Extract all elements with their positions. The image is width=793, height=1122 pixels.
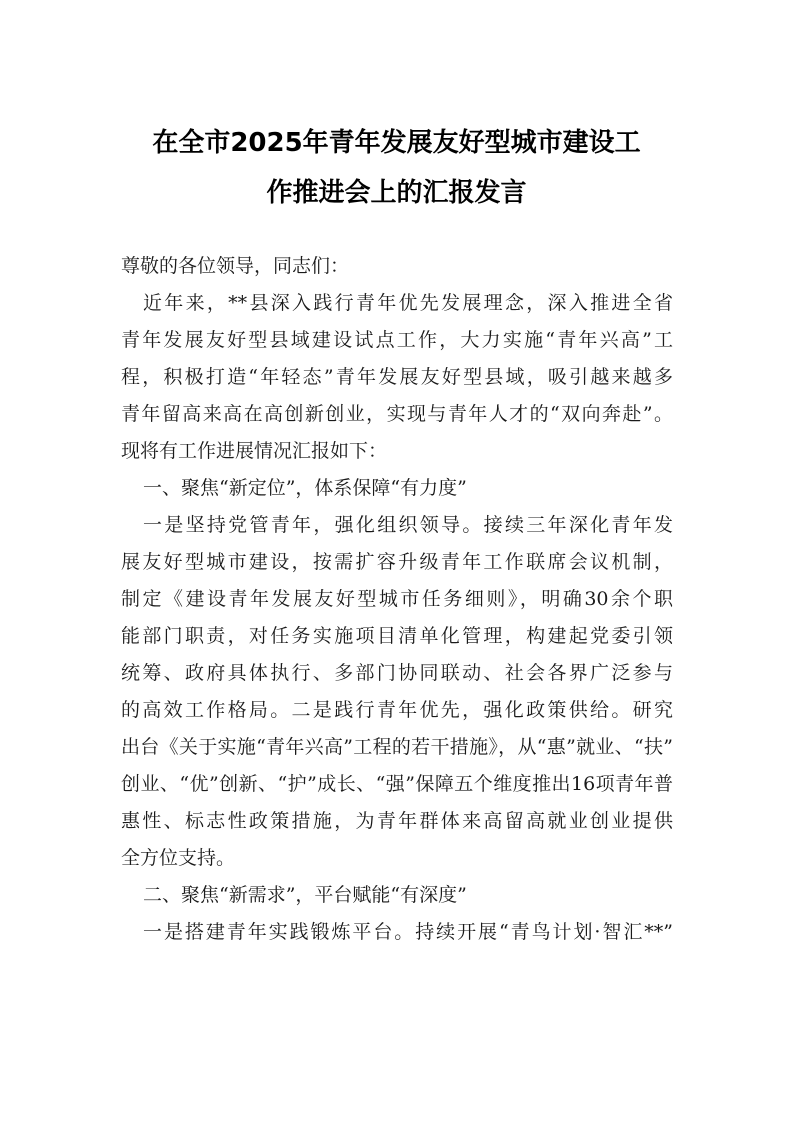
section-heading-2: 二、聚焦“新需求”，平台赋能“有深度”	[143, 884, 467, 906]
body-line: 青年留高来高在高创新创业，实现与青年人才的“双向奔赴”。	[121, 403, 673, 425]
document-title-line-1: 在全市2025年青年发展友好型城市建设工	[152, 128, 641, 158]
body-line: 一是搭建青年实践锻炼平台。持续开展“青鸟计划·智汇**”	[143, 921, 673, 943]
body-line: 青年发展友好型县域建设试点工作，大力实施“青年兴高”工	[121, 329, 673, 351]
salutation: 尊敬的各位领导，同志们：	[121, 255, 350, 277]
body-line: 出台《关于实施“青年兴高”工程的若干措施》，从“惠”就业、“扶”	[121, 736, 673, 758]
document-title-line-2: 作推进会上的汇报发言	[266, 178, 527, 208]
body-line: 一是坚持党管青年，强化组织领导。接续三年深化青年发	[143, 514, 673, 536]
body-line: 创业、“优”创新、“护”成长、“强”保障五个维度推出16项青年普	[121, 773, 673, 795]
body-line: 统筹、政府具体执行、多部门协同联动、社会各界广泛参与	[121, 662, 673, 684]
body-line: 展友好型城市建设，按需扩容升级青年工作联席会议机制，	[121, 551, 673, 573]
body-line: 的高效工作格局。二是践行青年优先，强化政策供给。研究	[121, 699, 673, 721]
body-line: 全方位支持。	[121, 847, 236, 869]
body-line: 惠性、标志性政策措施，为青年群体来高留高就业创业提供	[121, 810, 673, 832]
section-heading-1: 一、聚焦“新定位”，体系保障“有力度”	[143, 477, 467, 499]
body-line: 现将有工作进展情况汇报如下：	[121, 440, 388, 462]
body-line: 制定《建设青年发展友好型城市任务细则》，明确30余个职	[121, 588, 673, 610]
body-line: 近年来，**县深入践行青年优先发展理念，深入推进全省	[143, 292, 673, 314]
body-line: 程，积极打造“年轻态”青年发展友好型县域，吸引越来越多	[121, 366, 673, 388]
body-line: 能部门职责，对任务实施项目清单化管理，构建起党委引领	[121, 625, 673, 647]
